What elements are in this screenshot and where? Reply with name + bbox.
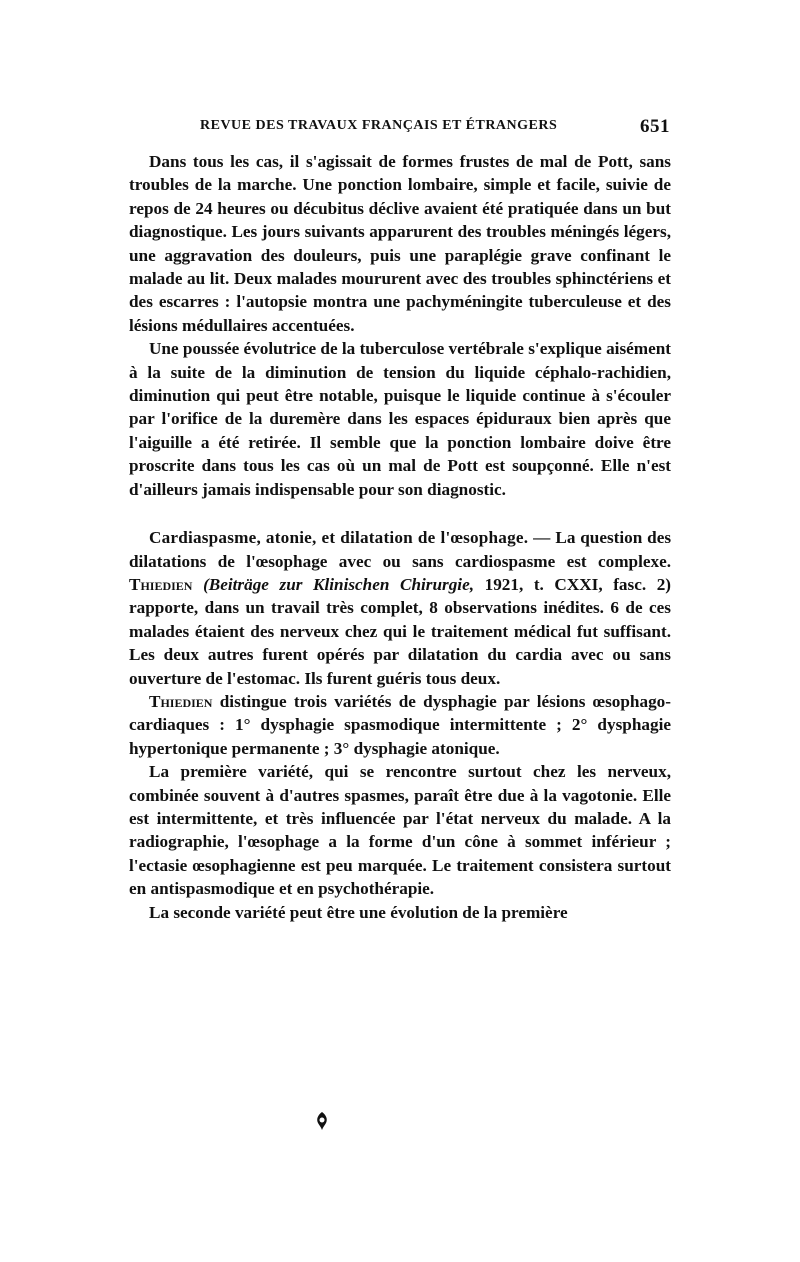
paragraph: La seconde variété peut être une évolution de la première	[149, 902, 568, 922]
author-name: Thiedien	[149, 691, 213, 711]
fleuron-icon-graphic	[312, 1110, 332, 1132]
running-header-title: REVUE DES TRAVAUX FRANÇAIS ET ÉTRANGERS	[200, 118, 558, 133]
section-title: Cardiaspasme, atonie, et dilatation de l'œsophage. —	[149, 528, 551, 548]
section-text: 1921, t. CXXI, fasc. 2) rapporte, dans un travail très complet, 8 observations inédites. 6 de ces malades étaient des nerveux chez qui le traitement médical fut suffisant. Les deux autres furent opérés par dilatation du cardia avec ou sans ouverture de l'estomac. Ils furent guéris tous deux.	[129, 574, 672, 688]
running-header	[200, 116, 670, 138]
citation: (Beiträge zur Klinischen Chirurgie,	[203, 574, 475, 594]
paragraph: Une poussée évolutrice de la tuberculose vertébrale s'explique aisément à la suite de la diminution de tension du liquide céphalo-rachidien, diminution qui peut être notable, puisque le liquide continue à s'écouler par l'orifice de la duremère dans les espaces épiduraux bien après que l'aiguille a été retirée. Il semble que la ponction lombaire doive être proscrite dans tous les cas où un mal de Pott est soupçonné. Elle n'est d'ailleurs jamais indispensable pour son diagnostic.	[129, 339, 671, 499]
paragraph: Dans tous les cas, il s'agissait de formes frustes de mal de Pott, sans troubles de la marche. Une ponction lombaire, simple et facile, suivie de repos de 24 heures ou décubitus déclive avaient été pratiquée dans un but diagnostique. Les jours suivants apparurent des troubles méningés légers, une aggravation des douleurs, puis une paraplégie grave confinant le malade au lit. Deux malades moururent avec des troubles sphinctériens et des escarres : l'autopsie montra une pachyméningite tuberculeuse et des lésions médullaires accentuées.	[129, 152, 671, 335]
page-body	[129, 150, 671, 924]
author-name: Thiedien	[129, 574, 193, 594]
section-cardiaspasme	[129, 526, 671, 924]
section-paragraph	[129, 526, 671, 690]
fleuron-icon	[312, 1110, 332, 1132]
page-number: 651	[640, 116, 670, 137]
paragraph-text: distingue trois variétés de dysphagie par lésions œsophago-cardiaques : 1° dysphagie spasmodique intermittente ; 2° dysphagie hypertonique permanente ; 3° dysphagie atonique.	[129, 691, 671, 758]
section-text: La question des dilatations de l'œsophage avec ou sans cardiospasme est complexe.	[129, 528, 672, 571]
paragraph	[129, 690, 671, 760]
paragraph: La première variété, qui se rencontre surtout chez les nerveux, combinée souvent à d'autres spasmes, paraît être due à la vagotonie. Elle est intermittente, et très influencée par l'état nerveux du malade. A la radiographie, l'œsophage a la forme d'un cône à sommet inférieur ; l'ectasie œsophagienne est peu marquée. Le traitement consistera surtout en antispasmodique et en psychothérapie.	[129, 762, 671, 899]
